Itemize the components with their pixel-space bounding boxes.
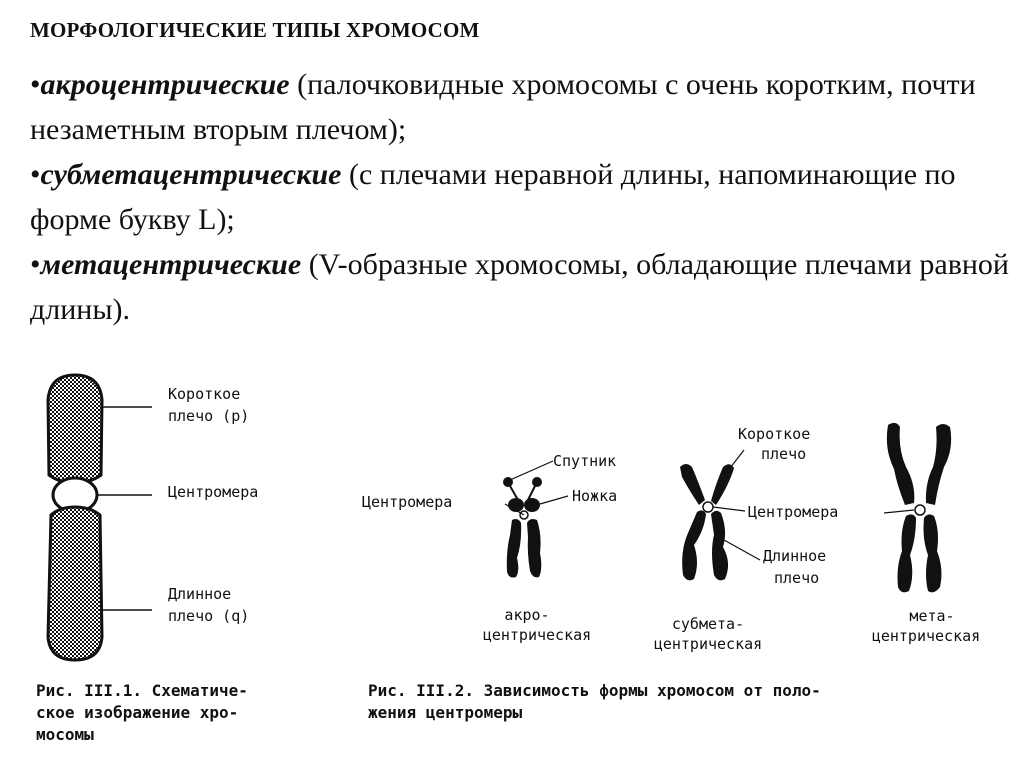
- type-meta-line2: центрическая: [871, 627, 981, 645]
- meta-arm-upper-right: [926, 424, 951, 505]
- type-submeta-line2: центрическая: [653, 635, 763, 653]
- label-stalk: Ножка: [572, 487, 618, 505]
- bullet-metacentric: [30, 242, 1015, 332]
- figure2-caption-line2: жения центромеры: [368, 703, 523, 722]
- label-long-arm-line1: Длинное: [168, 585, 232, 603]
- bullet-term: субметацентрические: [40, 158, 342, 191]
- bullet-text: (палочковидные хромосомы с очень коротким, почти незаметным вторым плечом);: [30, 68, 976, 146]
- figure2-caption-line1: Рис. III.2. Зависимость формы хромосом от поло-: [368, 681, 821, 700]
- type-submeta-line1: субмета-: [671, 615, 745, 633]
- bullet-term: акроцентрические: [40, 68, 290, 101]
- label-short-arm2-line2: плечо: [761, 445, 807, 463]
- bullet-text: (с плечами неравной длины, напоминающие по форме букву L);: [30, 158, 956, 236]
- acrocentric-chromosome: [503, 461, 568, 577]
- label-long-arm-line2: плечо (q): [168, 607, 250, 625]
- type-acro-line2: центрическая: [482, 626, 592, 644]
- satellite-right: [532, 477, 542, 487]
- meta-arm-upper-left: [887, 423, 914, 505]
- meta-centromere: [915, 505, 925, 515]
- metacentric-chromosome: [884, 423, 951, 592]
- submeta-long-left: [682, 510, 706, 580]
- meta-arm-lower-right: [924, 514, 942, 592]
- bullet-marker: •: [30, 158, 41, 191]
- submeta-short-right: [711, 464, 734, 505]
- type-meta-line1: мета-: [909, 607, 955, 625]
- bullet-acrocentric: [30, 62, 1015, 152]
- bullet-term: метацентрические: [40, 248, 302, 281]
- acro-chromatid-left: [507, 519, 521, 577]
- schematic-chromosome: [48, 375, 152, 660]
- bullet-list: [30, 62, 1015, 332]
- figure1-caption-line1: Рис. III.1. Схематиче-: [36, 681, 248, 700]
- submeta-long-right: [711, 511, 728, 581]
- acro-chromatid-right: [527, 519, 541, 577]
- bullet-marker: •: [30, 248, 41, 281]
- figure1-caption-line3: мосомы: [36, 725, 94, 744]
- label-satellite: Спутник: [553, 452, 617, 470]
- label-long-arm2-line2: плечо: [774, 569, 820, 587]
- submeta-short-left: [680, 464, 705, 505]
- bullet-submetacentric: [30, 152, 1015, 242]
- slide-title: МОРФОЛОГИЧЕСКИЕ ТИПЫ ХРОМОСОМ: [30, 18, 480, 42]
- label-short-arm-line2: плечо (p): [168, 407, 250, 425]
- meta-arm-lower-left: [898, 514, 917, 592]
- type-acro-line1: акро-: [504, 606, 550, 624]
- satellite-left: [503, 477, 513, 487]
- long-arm-q: [48, 507, 102, 660]
- bullet-marker: •: [30, 68, 41, 101]
- figure1-caption-line2: ское изображение хро-: [36, 703, 239, 722]
- label-centromere-meta: Центромера: [748, 503, 839, 521]
- figure-area: [0, 355, 1024, 767]
- label-short-arm-line1: Короткое: [168, 385, 241, 403]
- bullet-text: (V-образные хромосомы, обладающие плечами равной длины).: [30, 248, 1009, 326]
- label-short-arm2-line1: Короткое: [738, 425, 811, 443]
- label-centromere-acro: Центромера: [362, 493, 453, 511]
- label-long-arm2-line1: Длинное: [763, 547, 827, 565]
- submeta-centromere: [703, 502, 713, 512]
- short-arm-p: [48, 375, 102, 483]
- label-centromere: Центромера: [168, 483, 259, 501]
